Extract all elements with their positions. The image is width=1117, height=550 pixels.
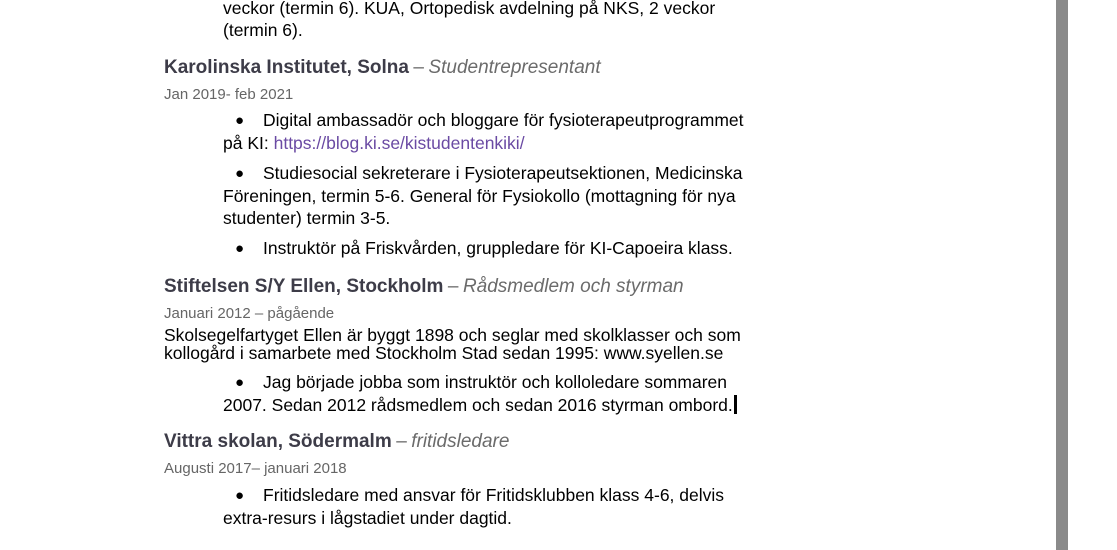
role-title: Rådsmedlem och styrman [462, 276, 684, 297]
organization-name: Karolinska Institutet, Solna [164, 57, 409, 78]
bullet-text: Instruktör på Friskvården, gruppledare för KI-Capoeira klass. [263, 238, 733, 258]
entry-heading [164, 276, 684, 298]
text-cursor [734, 395, 737, 414]
bullet-text-prefix: på KI: [223, 133, 274, 153]
description-text: Skolsegelfartyget Ellen är byggt 1898 och seglar med skolklasser och som [164, 325, 741, 345]
vertical-scrollbar[interactable] [1056, 0, 1068, 550]
bullet-text: studenter) termin 3-5. [223, 208, 391, 228]
bullet-text: Jag började jobba som instruktör och kolloledare sommaren [263, 372, 727, 392]
text-line: (termin 6). [223, 20, 303, 40]
blog-link[interactable]: https://blog.ki.se/kistudentenkiki/ [273, 133, 525, 153]
bullet-text: extra-resurs i lågstadiet under dagtid. [223, 508, 512, 528]
heading-dash: – [413, 57, 424, 78]
bullet-text: Digital ambassadör och bloggare för fysioterapeutprogrammet [263, 110, 744, 130]
heading-dash: – [447, 276, 459, 297]
description-text: kollogård i samarbete med Stockholm Stad sedan 1995: www.syellen.se [164, 343, 724, 363]
bullet-icon: ● [235, 240, 245, 257]
bullet-text: Fritidsledare med ansvar för Fritidsklubben klass 4-6, delvis [263, 485, 725, 505]
window-margin [1068, 0, 1117, 550]
bullet-text: Föreningen, termin 5-6. General för Fysiokollo (mottagning för nya [223, 186, 736, 206]
bullet-icon: ● [235, 165, 245, 182]
bullet-text-content: 2007. Sedan 2012 rådsmedlem och sedan 2016 styrman ombord. [223, 395, 733, 415]
entry-date: Jan 2019- feb 2021 [164, 86, 294, 103]
entry-date: Januari 2012 – pågående [164, 305, 335, 322]
entry-heading [164, 431, 509, 453]
entry-date: Augusti 2017– januari 2018 [164, 460, 347, 477]
bullet-icon: ● [235, 112, 245, 129]
entry-heading [164, 57, 601, 79]
bullet-icon: ● [235, 487, 245, 504]
bullet-text [223, 394, 737, 417]
bullet-text [223, 132, 525, 155]
bullet-icon: ● [235, 374, 245, 391]
organization-name: Vittra skolan, Södermalm [164, 431, 392, 452]
bullet-text: Studiesocial sekreterare i Fysioterapeutsektionen, Medicinska [263, 163, 743, 183]
text-line: veckor (termin 6). KUA, Ortopedisk avdelning på NKS, 2 veckor [223, 0, 716, 18]
role-title: Studentrepresentant [428, 57, 601, 78]
heading-dash: – [396, 431, 407, 452]
organization-name: Stiftelsen S/Y Ellen, Stockholm [164, 276, 444, 297]
role-title: fritidsledare [411, 431, 510, 452]
